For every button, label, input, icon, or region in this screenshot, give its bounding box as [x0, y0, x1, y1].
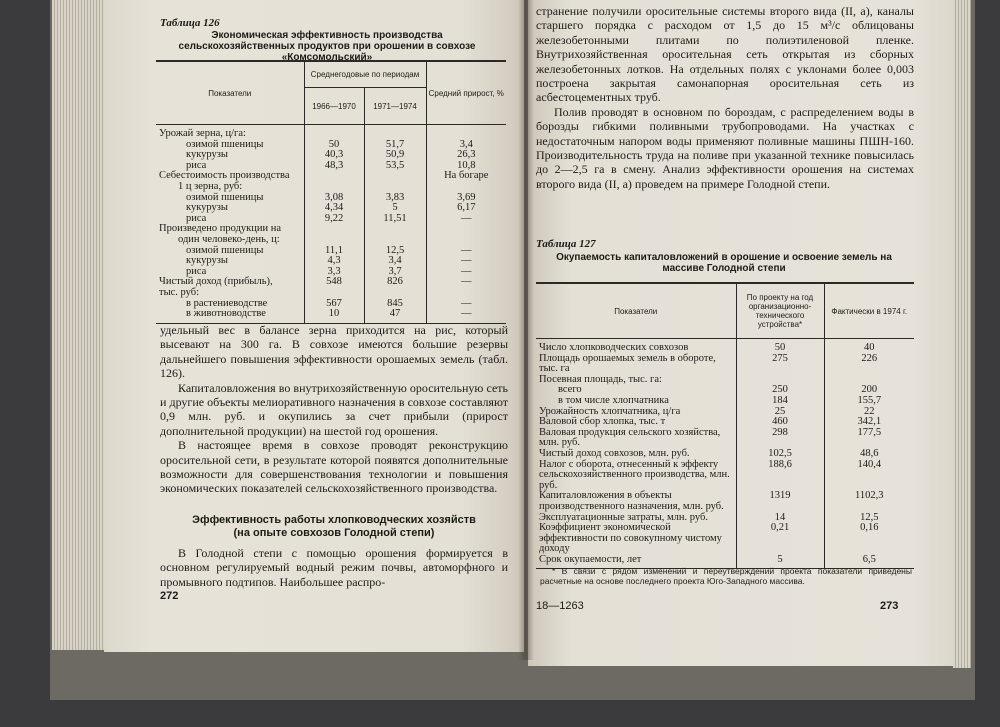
table-cell: Валовой сбор хлопка, тыс. т: [539, 416, 666, 428]
table-cell: [426, 125, 506, 140]
table-cell: [364, 171, 426, 182]
table-cell: 3,83: [364, 193, 426, 204]
table-cell: Коэффициент экономической эффективности по совокупному чистому доходу: [539, 522, 722, 555]
table-cell: 14: [736, 513, 824, 524]
table-cell: 11,1: [304, 246, 364, 257]
table-cell: —: [426, 299, 506, 310]
table-cell: 9,22: [304, 214, 364, 225]
table-cell: [426, 182, 506, 193]
table-cell: озимой пшеницы: [186, 191, 264, 203]
table-cell: 250: [736, 385, 824, 396]
table-cell: 5: [364, 203, 426, 214]
table-cell: 177,5: [824, 428, 914, 449]
section-title-line-2: (на опыте совхозов Голодной степи): [233, 527, 435, 539]
table-cell: 26,3: [426, 150, 506, 161]
table-cell: в растениеводстве: [186, 297, 268, 309]
table-cell: 11,51: [364, 214, 426, 225]
table-cell: Чистый доход (прибыль),: [159, 276, 273, 288]
table-row: [536, 354, 914, 375]
page-edges-left: [52, 0, 105, 650]
paragraph: удельный вес в балансе зерна приходится на рис, который высевают на 300 га. В совхозе имеются большие резервы дальнейшего повышения эффективности орошаемых земель (табл. 126).: [160, 323, 508, 381]
table-cell: [426, 235, 506, 246]
table-cell: 3,3: [304, 267, 364, 278]
table-cell: 22: [824, 407, 914, 418]
table-cell: 12,5: [824, 513, 914, 524]
table-cell: Урожай зерна, ц/га:: [159, 128, 246, 139]
table-cell: 102,5: [736, 449, 824, 460]
table-126-header-period-1: 1966—1970: [304, 88, 364, 125]
table-cell: —: [426, 214, 506, 225]
page-edges-right: [953, 0, 971, 668]
table-cell: 4,3: [304, 256, 364, 267]
table-cell: [364, 224, 426, 235]
table-cell: 40: [824, 339, 914, 354]
table-cell: в том числе хлопчатника: [558, 394, 669, 406]
table-cell: 3,08: [304, 193, 364, 204]
table-row: [536, 449, 914, 460]
table-127-header-actual: Фактически в 1974 г.: [824, 283, 914, 339]
table-cell: озимой пшеницы: [186, 244, 264, 256]
table-cell: 0,16: [824, 523, 914, 555]
table-row: [156, 309, 506, 323]
right-page: [528, 0, 954, 666]
table-cell: 1102,3: [824, 491, 914, 512]
table-cell: 12,5: [364, 246, 426, 257]
table-cell: всего: [558, 384, 582, 396]
table-cell: Площадь орошаемых земель в обороте, тыс. га: [539, 352, 716, 375]
table-cell: Срок окупаемости, лет: [536, 555, 736, 569]
table-cell: тыс. руб:: [159, 286, 200, 298]
table-cell: На богаре: [426, 171, 506, 182]
table-cell: кукурузы: [186, 149, 228, 161]
table-127-header-project: По проекту на год организационно-технического устройства*: [736, 283, 824, 339]
table-cell: 48,6: [824, 449, 914, 460]
table-cell: [364, 125, 426, 140]
left-page: [104, 0, 524, 652]
table-row: [156, 235, 506, 246]
table-cell: 826: [364, 277, 426, 288]
table-126: [156, 60, 506, 324]
table-cell: 1 ц зерна, руб:: [178, 180, 243, 192]
table-cell: [426, 224, 506, 235]
table-cell: 10,8: [426, 161, 506, 172]
table-cell: 25: [736, 407, 824, 418]
table-cell: 460: [736, 417, 824, 428]
table-127-footnote: * В связи с рядом изменений и переутверждений проекта показатели приведены расчетные на основе последнего проекта Юго-Западного массива.: [540, 566, 912, 586]
table-cell: [304, 224, 364, 235]
table-126-title: Экономическая эффективность производства сельскохозяйственных продуктов при орошении в совхозе «Комсомольский»: [178, 30, 476, 63]
table-cell: 548: [304, 277, 364, 288]
table-126-body: [156, 125, 506, 324]
section-title: [160, 514, 508, 540]
table-127-caption: Таблица 127: [536, 238, 596, 250]
table-cell: Капиталовложения в объекты производственного назначения, млн. руб.: [539, 490, 724, 512]
table-127: [536, 282, 914, 569]
table-127-title: Окупаемость капиталовложений в орошение и освоение земель на массиве Голодной степи: [556, 252, 892, 274]
table-cell: [426, 288, 506, 299]
table-cell: —: [426, 256, 506, 267]
table-cell: —: [426, 246, 506, 257]
table-126-caption: Таблица 126: [160, 17, 220, 29]
table-cell: 50: [304, 140, 364, 151]
table-cell: [364, 235, 426, 246]
table-cell: —: [426, 309, 506, 323]
table-cell: [304, 235, 364, 246]
table-row: [156, 288, 506, 299]
table-row: [536, 460, 914, 492]
section-title-line-1: Эффективность работы хлопководческих хозяйств: [192, 514, 476, 526]
signature-mark: 18—1263: [536, 600, 584, 612]
table-row: [536, 428, 914, 449]
paragraph: Полив проводят в основном по бороздам, с распределением воды в борозды гибкими поливными трубопроводами. На участках с недостаточным напором воды применяют поливные машины ПШН-160. Производительность труда на поливе при указанной технике повысилась до 2—2,5 га в смену. Анализ эффективности орошения на системах второго вида (II, а) проведем на примере Голодной степи.: [536, 104, 914, 191]
table-cell: 298: [736, 428, 824, 449]
table-cell: Чистый доход совхозов, млн. руб.: [539, 447, 690, 459]
table-126-header-period-2: 1971—1974: [364, 88, 426, 125]
table-row: [536, 523, 914, 555]
table-row: [536, 375, 914, 386]
table-cell: Число хлопководческих совхозов: [539, 342, 689, 353]
table-cell: [304, 171, 364, 182]
table-cell: [364, 182, 426, 193]
table-cell: риса: [186, 212, 207, 224]
table-cell: 50: [736, 339, 824, 354]
table-cell: в животноводстве: [156, 309, 304, 323]
table-cell: один человеко-день, ц:: [178, 233, 280, 245]
table-cell: 3,4: [364, 256, 426, 267]
table-cell: риса: [186, 265, 207, 277]
table-row: [156, 277, 506, 288]
table-cell: 50,9: [364, 150, 426, 161]
table-126-header-periods: Среднегодовые по периодам: [304, 61, 426, 88]
table-cell: 155,7: [824, 396, 914, 407]
table-cell: 200: [824, 385, 914, 396]
table-cell: [364, 288, 426, 299]
table-cell: 567: [304, 299, 364, 310]
table-cell: [304, 125, 364, 140]
table-row: [536, 339, 914, 354]
left-body-text: [160, 323, 508, 496]
table-row: [536, 491, 914, 512]
right-body-text: [536, 4, 914, 191]
table-126-header-indicator: Показатели: [156, 61, 304, 125]
table-127-body: [536, 339, 914, 569]
table-cell: 4,34: [304, 203, 364, 214]
table-cell: кукурузы: [186, 202, 228, 214]
table-row: [156, 125, 506, 140]
table-cell: Налог с оборота, отнесенный к эффекту сельскохозяйственного производства, млн. руб.: [539, 458, 730, 491]
table-cell: 6,5: [824, 555, 914, 569]
left-body-text-end: [160, 546, 508, 589]
table-cell: [304, 182, 364, 193]
table-cell: Посевная площадь, тыс. га:: [539, 373, 662, 385]
table-127-header-indicator: Показатели: [536, 283, 736, 339]
table-cell: кукурузы: [186, 255, 228, 267]
table-cell: 48,3: [304, 161, 364, 172]
table-row: [156, 182, 506, 193]
page-number-left: 272: [160, 590, 179, 602]
table-cell: 3,7: [364, 267, 426, 278]
table-cell: Валовая продукция сельского хозяйства, млн. руб.: [539, 426, 721, 449]
table-cell: 140,4: [824, 460, 914, 492]
paragraph: странение получили оросительные системы второго вида (II, а), каналы старшего порядка с расходом от 1,5 до 15 м³/с облицованы железобетонными плитами по полиэтиленовой пленке. Внутрихозяйственная оросительная сеть открытая из сборных железобетонных лотков. На отдельных полях с уклонами более 0,003 построена закрытая самонапорная оросительная сеть из асбестоцементных труб.: [536, 4, 914, 105]
table-cell: риса: [186, 159, 207, 171]
table-cell: 188,6: [736, 460, 824, 492]
table-cell: 342,1: [824, 417, 914, 428]
table-cell: 10: [304, 309, 364, 323]
paragraph: В настоящее время в совхозе проводят реконструкцию оросительной сети, в результате которой появятся дополнительные возможности для совершенствования технологии и повышения экономических показателей сельскохозяйственного производства.: [160, 438, 508, 496]
page-number-right: 273: [880, 600, 899, 612]
table-cell: 3,69: [426, 193, 506, 204]
table-cell: озимой пшеницы: [186, 138, 264, 150]
table-cell: 3,4: [426, 140, 506, 151]
table-126-header-growth: Средний прирост, %: [426, 61, 506, 125]
table-cell: 184: [736, 396, 824, 407]
table-cell: 845: [364, 299, 426, 310]
paragraph: В Голодной степи с помощью орошения формируется в основном регулируемый водный режим почвы, автоморфного и промывного подтипов. Наибольшее распро-: [160, 546, 508, 589]
table-cell: 40,3: [304, 150, 364, 161]
table-cell: 51,7: [364, 140, 426, 151]
paragraph: Капиталовложения во внутрихозяйственную оросительную сеть и другие объекты мелиоративного назначения в совхозе составляют 0,9 млн. руб. и окупились за счет прибыли (прирост дополнительной продукции) на шестой год орошения.: [160, 380, 508, 438]
table-cell: Себестоимость производства: [159, 170, 290, 182]
table-cell: Произведено продукции на: [159, 223, 282, 235]
table-cell: —: [426, 267, 506, 278]
table-cell: Урожайность хлопчатника, ц/га: [539, 405, 681, 417]
table-cell: 47: [364, 309, 426, 323]
table-cell: [304, 288, 364, 299]
table-cell: 275: [736, 354, 824, 375]
table-cell: 226: [824, 354, 914, 375]
table-cell: 5: [736, 555, 824, 569]
table-cell: 53,5: [364, 161, 426, 172]
table-cell: 1319: [736, 491, 824, 512]
table-cell: 6,17: [426, 203, 506, 214]
table-cell: 0,21: [736, 523, 824, 555]
table-cell: Эксплуатационные затраты, млн. руб.: [539, 511, 708, 523]
table-row: [536, 396, 914, 407]
table-cell: —: [426, 277, 506, 288]
book-gutter: [518, 0, 534, 660]
